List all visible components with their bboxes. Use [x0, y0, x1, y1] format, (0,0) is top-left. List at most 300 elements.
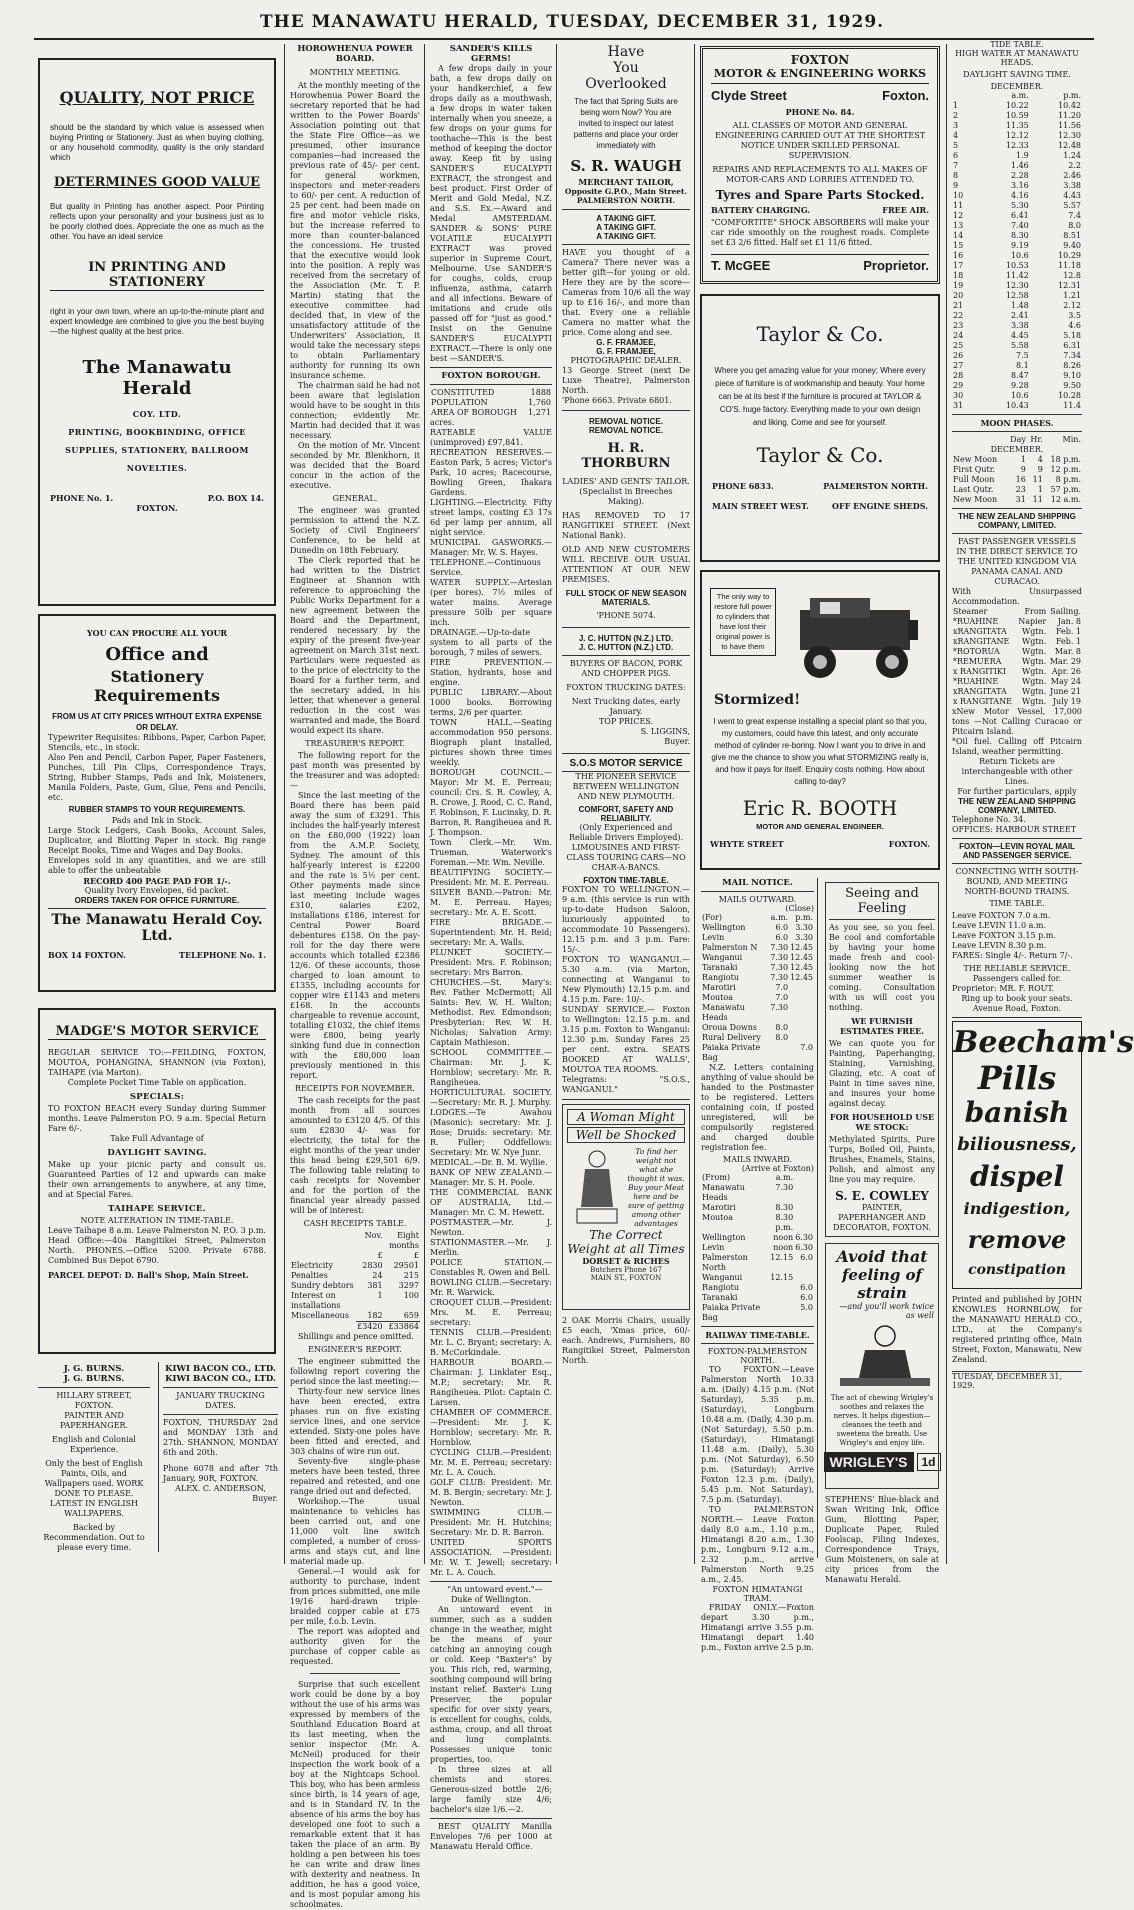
table-cell: Mar. 29: [1049, 657, 1081, 666]
divider: [952, 533, 1082, 534]
thorburn-phone: 'PHONE 5074.: [596, 611, 656, 620]
borough-entry: BOROUGH COUNCIL.—Mayor: Mr M. E. Perreau; council: Crs. S. R. Cowley, A. R. Crowe, J. Rood, C. C. Rand, F. Robinson, F. Lucinsky, D. R. Barron, R. Rangiheuea and R. J. Thompson.: [430, 768, 552, 837]
article-para: Shillings and pence omitted.: [298, 1332, 414, 1341]
kiwi-bacon-advert: [158, 1362, 282, 1552]
table-cell: 1.46: [1010, 161, 1029, 170]
divider: [38, 1387, 150, 1388]
table-cell: 12 a.m.: [1050, 495, 1081, 504]
table-cell: 3297: [398, 1281, 419, 1290]
taylor-sheds: OFF ENGINE SHEDS.: [832, 501, 928, 511]
dorset-line: Well be Shocked: [567, 1127, 685, 1143]
table-cell: New Moon: [953, 455, 998, 464]
levin-row: Leave FOXTON 7.0 a.m.: [952, 911, 1051, 920]
herald-phone: PHONE No. 1.: [50, 493, 114, 503]
divider: [701, 1343, 814, 1344]
table-cell: 2.12: [1063, 301, 1081, 310]
table-cell: 10.53: [1005, 261, 1029, 270]
table-row: [952, 221, 1082, 231]
table-row: [952, 301, 1082, 311]
article-section: CASH RECEIPTS TABLE.: [303, 1219, 407, 1228]
table-row: [952, 181, 1082, 191]
table-cell: 1.48: [1010, 301, 1029, 310]
table-cell: 28: [953, 371, 964, 380]
table-row: [952, 211, 1082, 221]
mcgee-air: FREE AIR.: [882, 205, 929, 215]
table-cell: Manawatu Heads: [702, 1183, 745, 1202]
office-text: Also Pen and Pencil, Carbon Paper, Paper Fasteners, Punches, Lill Pin Clips, Correspondence Trays, String, Rubber Stamps, Pads and Ink, Moisteners, Manila Folders, Paste, Gum, Glue, Pens and Pencils, etc.: [48, 753, 266, 802]
table-cell: Nov.: [364, 1231, 383, 1240]
dorset-line: Weight at all Times: [567, 1242, 685, 1256]
table-cell: 3.5: [1068, 311, 1081, 320]
borough-entry: PUBLIC LIBRARY.—About 1000 books. Borrowing terms, 2/6 per quarter.: [430, 688, 552, 717]
madge-text: REGULAR SERVICE TO:—FEILDING, FOXTON, MOUTOA, POHANGINA, SHANNON (via Foxton), TAIHAPE (via Marton).: [48, 1048, 266, 1077]
table-cell: 23: [1015, 485, 1026, 494]
table-row: [952, 261, 1082, 271]
table-cell: 11.20: [1058, 111, 1081, 120]
levin-ring: Ring up to book your seats. Avenue Road, Foxton.: [961, 994, 1073, 1013]
table-cell: 6.30: [795, 1233, 813, 1242]
office-stationery-advert: [38, 614, 276, 992]
table-cell: x RANGITIKI: [953, 667, 1007, 676]
table-row: [290, 1281, 420, 1291]
taylor-text: Where you get amazing value for your money; Where every piece of furniture is of workmanship and beauty. Your home can be at its best if the furniture is procured at TAYLOR & CO'S. huge factory. Everything made to your own design and liking. Come and see for yourself.: [714, 366, 926, 427]
table-cell: [701, 1223, 769, 1233]
table-cell: £3420: [357, 1322, 383, 1331]
table-cell: 30: [953, 391, 964, 400]
quality-body: should be the standard by which value is assessed when buying Printing or Stationery. Just as when buying clothing, or any household commodity, quality is the only standard which: [50, 123, 264, 162]
table-cell: 6: [953, 151, 959, 160]
wrigley-price: 1d: [917, 1453, 941, 1471]
table-cell: 5.0: [800, 1303, 813, 1312]
borough-entry: POSTMASTER.—Mr. J. Newton.: [430, 1218, 552, 1237]
table-cell: 24: [953, 331, 964, 340]
mail-title: MAIL NOTICE.: [722, 878, 793, 888]
table-cell: 12.30: [1005, 281, 1029, 290]
table-row: [952, 697, 1082, 707]
madge-text: TO FOXTON BEACH every Sunday during Summer months. Leave Palmerston P.O. 9 a.m. Special Return Fare 6/-.: [48, 1104, 266, 1133]
table-cell: Wgtn.: [1021, 677, 1047, 686]
framjee-advert: [562, 210, 690, 411]
levin-reliable: THE RELIABLE SERVICE. Passengers called for.: [963, 964, 1071, 983]
table-row: [701, 953, 814, 963]
divider: [952, 414, 1082, 415]
table-row: [701, 1033, 814, 1043]
table-cell: 1888: [530, 388, 551, 397]
framjee-addr: 13 George Street (next De Luxe Theatre), Palmerston North.: [562, 366, 690, 395]
table-row: [701, 1183, 814, 1203]
cowley-trade: PAINTER, PAPERHANGER AND DECORATOR, FOXTON.: [833, 1203, 931, 1232]
table-cell: 6.0: [775, 933, 789, 942]
table-cell: 12: [953, 211, 964, 220]
masthead-rule: [34, 38, 1094, 40]
office-sub: FROM US AT CITY PRICES WITHOUT EXTRA EXPENSE OR DELAY.: [52, 712, 262, 732]
table-row: [952, 311, 1082, 321]
table-cell: Levin: [702, 933, 725, 942]
borough-entry: SWIMMING CLUB.—President: Mr. H. Hutchins; Secretary: Mr. D. R. Barron.: [430, 1508, 552, 1537]
table-row: [952, 241, 1082, 251]
table-cell: xRANGITATA: [953, 627, 1007, 636]
table-cell: 2.2: [1068, 161, 1081, 170]
borough-entry: CHURCHES.—St. Mary's: Rev. Father McDermott; All Saints: Rev. W. H. Walton; Methodist. Rev. Edmondson; Presbyterian: Rev. W. H. Nicholas; Salvation Army: Captain Mathieson.: [430, 978, 552, 1047]
madge-text: NOTE ALTERATION IN TIME-TABLE.: [80, 1216, 234, 1225]
hutton-text: Next Trucking dates, early January.: [571, 697, 681, 716]
hutton-advert: [562, 628, 690, 754]
column-divider: [424, 44, 425, 1564]
table-cell: Last Qutr.: [953, 485, 994, 494]
footer-date: TUESDAY, DECEMBER 31, 1929.: [952, 1371, 1082, 1390]
table-row: [952, 121, 1082, 131]
table-cell: 381: [367, 1281, 383, 1290]
framjee-trade: PHOTOGRAPHIC DEALER.: [570, 356, 682, 365]
table-header-cell: Steamer: [953, 607, 988, 616]
column-three: [428, 44, 554, 1851]
article-title: HOROWHENUA POWER BOARD.: [297, 44, 413, 64]
table-cell: 10.22: [1005, 101, 1029, 110]
table-cell: 12.45: [790, 973, 813, 982]
table-cell: p.m.: [775, 1223, 794, 1232]
borough-entry: acres.: [430, 418, 455, 427]
table-row: [701, 1273, 814, 1283]
table-cell: 182: [367, 1311, 383, 1320]
booth-street: WHYTE STREET: [710, 839, 784, 849]
table-row: [952, 351, 1082, 361]
table-row: [952, 161, 1082, 171]
table-row: [952, 101, 1082, 111]
baxter-text: In three sizes at all chemists and stores. Generous-sized bottle 2/6; large family size 4/6; bachelor's size 1/6.—2.: [430, 1765, 552, 1814]
table-cell: 12.15: [770, 1253, 794, 1262]
mail-sub: MAILS OUTWARD.: [718, 895, 797, 904]
table-cell: xRANGITANE: [953, 637, 1010, 646]
table-row: [952, 281, 1082, 291]
office-stamps: RUBBER STAMPS TO YOUR REQUIREMENTS.: [68, 805, 246, 814]
masthead: [0, 8, 1114, 38]
hutton-text: TOP PRICES.: [598, 717, 654, 726]
table-cell: x RANGITANE: [953, 697, 1012, 706]
table-cell: Wgtn.: [1021, 637, 1047, 646]
table-row: [701, 1293, 814, 1303]
wrigley-line: —and you'll work twice as well: [839, 1302, 934, 1320]
madge-text: Head Office:—40a Rangitikei Street, Palmerston North. PHONES.—Office 5200. Private 6788. Combined Bus Depot 6790.: [48, 1236, 266, 1265]
taylor-phone: PHONE 6833.: [712, 481, 774, 491]
office-text: Large Stock Ledgers, Cash Books, Account Sales, Duplicator, and Blotting Paper in stock. Big range Receipt Books, Time and Wages and Day Books.: [48, 826, 266, 855]
burns-text: Only the best of English Paints, Oils, and Wallpapers used. WORK DONE TO PLEASE. LATEST IN ENGLISH WALLPAPERS.: [44, 1459, 144, 1518]
office-herald-name: The Manawatu Herald Coy.: [51, 912, 263, 928]
article-para: The following report for the past month was presented by the treasurer and was adopted:—: [290, 751, 420, 790]
rail-text: TO FOXTON.—Leave Palmerston North 10.33 a.m. (Daily) 4.15 p.m. (Not Saturday), 5.35 p.m. (Saturday), Longburn 10.48 a.m. (Daily, 4.30 p.m. (Not Saturday), 5.50 p.m. (Saturday), Himatangi 11.48 a.m. (Daily), 5.30 p.m. (Not Saturday), 6.50 p.m. (Saturday); Arrive Foxton 12.3 p.m. (Daily), 5.45 p.m. Not Saturday), 7.5 p.m. (Saturday).: [701, 1365, 814, 1504]
wrigley-line: feeling of strain: [841, 1266, 922, 1302]
table-cell: 10.28: [1058, 391, 1081, 400]
table-cell: Oroua Downs: [702, 1023, 757, 1032]
table-cell: Feb. 1: [1055, 627, 1081, 636]
table-cell: 100: [403, 1291, 419, 1300]
table-cell: Palmerston N: [702, 943, 758, 952]
mcgee-line: MOTOR & ENGINEERING WORKS: [711, 67, 929, 84]
table-row: [701, 993, 814, 1003]
levin-title: FOXTON—LEVIN ROYAL MAIL AND PASSENGER SERVICE.: [959, 842, 1075, 860]
table-cell: £: [413, 1251, 419, 1260]
table-cell: 6.0: [800, 1253, 813, 1262]
herald-services: PRINTING, BOOKBINDING, OFFICE SUPPLIES, STATIONERY, BALLROOM NOVELTIES.: [65, 427, 249, 473]
cowley-text: Methylated Spirits, Pure Turps, Boiled Oil, Paints, Brushes, Enamels, Stains, Polish, and almost any line you may require.: [829, 1135, 935, 1184]
table-cell: 57 p.m.: [1050, 485, 1081, 494]
table-cell: July 19: [1052, 697, 1081, 706]
table-cell: 8 p.m.: [1055, 475, 1081, 484]
table-row: [290, 1261, 420, 1271]
table-cell: 13: [953, 221, 964, 230]
table-row: [701, 1223, 814, 1233]
table-row: [952, 391, 1082, 401]
table-cell: 29: [953, 381, 964, 390]
chairs-advert: 2 OAK Morris Chairs, usually £5 each, 'Xmas price, 60/- each. Andrews, Furnishers, 80 Rangitikei Street, Palmerston North.: [562, 1316, 690, 1365]
borough-entry: WATER SUPPLY.—Artesian (per bores). 7½ miles of water mains. Average pressure 50lb per square inch.: [430, 578, 552, 627]
table-row: [952, 361, 1082, 371]
article-para: The Clerk reported that he had written to the District Engineer at Shannon with reference to approaching the Public Works Department for a new agreement between the Board and the Department, rendered necessary by the expiry of the present five-year agreement on March 31st next. Particulars were requested as to the price of electricity to the Board for a further term, and the secretary added, in his letter, that whenever a general reduction in the cost was warranted and made, the Board would expect its share.: [290, 556, 420, 735]
shipping-title: THE NEW ZEALAND SHIPPING COMPANY, LIMITED.: [958, 512, 1076, 530]
table-cell: 10: [953, 191, 964, 200]
table-cell: 1,271: [528, 408, 551, 417]
dorset-trade: Butchers Phone 167: [590, 1266, 662, 1274]
borough-entry: THE COMMERCIAL BANK OF AUSTRALIA, Ltd.—Manager: Mr. C. M. Hewett.: [430, 1188, 552, 1217]
table-cell: 9.10: [1063, 371, 1081, 380]
sos-text: FOXTON TO WELLINGTON.— 9 a.m. (this service is run with up-to-date Hudson Saloon, luxuriously appointed to accommodate 10 Passengers). 12.15 p.m. and 3 p.m. Fare: 15/-.: [562, 885, 690, 954]
table-cell: *ROTORUA: [953, 647, 1000, 656]
table-cell: [794, 1213, 814, 1223]
table-cell: 4.43: [1063, 191, 1081, 200]
table-cell: 12.8: [1063, 271, 1081, 280]
borough-entry: TOWN HALL.—Seating accommodation 950 persons. Biograph plant installed, pictures shown three times weekly.: [430, 718, 552, 767]
tide-dst: DAYLIGHT SAVING TIME.: [963, 70, 1071, 79]
table-cell: 7.34: [1063, 351, 1081, 360]
borough-title: FOXTON BOROUGH.: [441, 371, 541, 381]
borough-entry: Town Clerk.—Mr. Wm. Trueman. Waterwork's Foreman.—Mr. Wm. Neville.: [430, 838, 552, 867]
table-row: [701, 1253, 814, 1273]
borough-entry: CYCLING CLUB.—President: Mr. M. E. Perreau; secretary: Mr. L. A. Couch.: [430, 1448, 552, 1477]
table-row: [952, 495, 1082, 505]
table-cell: 6.0: [800, 1283, 813, 1292]
manila-advert: BEST QUALITY Manilla Envelopes 7/6 per 1000 at Manawatu Herald Office.: [430, 1822, 552, 1851]
table-cell: [794, 1203, 814, 1213]
table-cell: 215: [403, 1271, 419, 1280]
shipping-tel: Telephone No. 34.: [952, 815, 1026, 824]
table-cell: 10.43: [1005, 401, 1029, 410]
table-cell: 12.31: [1058, 281, 1081, 290]
table-cell: [769, 1293, 794, 1303]
wrigley-pack: [830, 1452, 934, 1472]
mails-inward-table: [701, 1173, 814, 1323]
article-section: ENGINEER'S REPORT.: [308, 1345, 402, 1354]
beecham-line: dispel: [969, 1160, 1064, 1193]
sos-text: COMFORT, SAFETY AND RELIABILITY.: [578, 805, 674, 823]
table-cell: 7.5: [1016, 351, 1029, 360]
divider: [952, 838, 1082, 839]
office-text: Quality Ivory Envelopes, 6d packet.: [84, 886, 230, 895]
article-section: GENERAL.: [332, 494, 378, 503]
herald-coy: COY. LTD.: [132, 409, 182, 419]
borough-entry: SCHOOL COMMITTEE.—Chairman: Mr. J. K. Hornblow; secretary: Mr. R. Rangiheuea.: [430, 1048, 552, 1087]
table-cell: 10.29: [1058, 251, 1081, 260]
table-row: [952, 141, 1082, 151]
waugh-name: S. R. WAUGH: [570, 157, 682, 175]
framjee-name: G. F. FRAMJEE,: [596, 338, 656, 347]
rail-text: TO PALMERSTON NORTH.— Leave Foxton daily 8.0 a.m., 1.10 p.m., Himatangi 8.20 a.m., 1.30 p.m., Longburn 9.12 a.m., 2.32 p.m., arrive Palmerston North 9.25 a.m., 2.45.: [701, 1505, 814, 1584]
table-cell: 2.46: [1063, 171, 1081, 180]
divider: [430, 367, 552, 368]
table-header-cell: (From): [702, 1173, 731, 1182]
table-cell: 7.0: [775, 983, 789, 992]
divider: [163, 1387, 278, 1388]
table-cell: [290, 1251, 356, 1261]
table-cell: [769, 1283, 794, 1293]
thorburn-advert: [562, 411, 690, 628]
borough-entry: GOLF CLUB: President: Mr. M. B. Bergin; secretary: Mr. J. Newton.: [430, 1478, 552, 1507]
table-cell: 7.30: [770, 1003, 789, 1012]
framjee-name: G. F. FRAMJEE,: [596, 347, 656, 356]
borough-entry: POLICE STATION.—Constables R. Owen and Bell.: [430, 1258, 552, 1277]
table-cell: 1: [953, 101, 959, 110]
borough-entry: CHAMBER OF COMMERCE.—President: Mr. J. K. Hornblow; secretary: Mr. R. Hornblow.: [430, 1408, 552, 1447]
table-cell: Penalties: [291, 1271, 328, 1280]
borough-entry: DRAINAGE.—Up-to-date system to all parts of the borough, 7 miles of sewers.: [430, 628, 552, 657]
table-cell: 5: [953, 141, 959, 150]
tide-month: DECEMBER.: [990, 82, 1044, 91]
table-cell: 9.19: [1010, 241, 1029, 250]
value-heading: DETERMINES GOOD VALUE: [53, 175, 261, 190]
taylor-address: [712, 501, 928, 511]
table-row: [430, 408, 552, 418]
herald-pobox: P.O. BOX 14.: [207, 493, 264, 503]
table-cell: 8.0: [775, 1033, 789, 1042]
table-cell: 11.18: [1058, 261, 1081, 270]
table-cell: 7.30: [770, 943, 789, 952]
borough-entry: BANK OF NEW ZEALAND.—Manager: Mr. S. H. Poole.: [430, 1168, 552, 1187]
divider: [430, 1818, 552, 1819]
wrigley-brand: WRIGLEY'S: [824, 1452, 914, 1472]
page-title: THE MANAWATU HERALD, TUESDAY, DECEMBER 31, 1929.: [260, 12, 885, 32]
dorset-line: A Woman Might: [567, 1109, 685, 1125]
table-cell: 6.0: [800, 1293, 813, 1302]
mcgee-prop: Proprietor.: [863, 258, 929, 273]
madge-taihape: TAIHAPE SERVICE.: [108, 1204, 206, 1214]
table-row: [430, 398, 552, 408]
table-cell: [794, 1223, 814, 1233]
table-cell: [789, 1003, 814, 1023]
divider: [163, 1414, 278, 1415]
table-cell: 9: [953, 181, 959, 190]
table-cell: Wgtn.: [1021, 627, 1047, 636]
article-para: Workshop.—The usual maintenance to vehicles has been carried out, and one 11,000 volt line switch completed, a number of cross-arms and stays cut, and line material made up.: [290, 1497, 420, 1566]
borough-entry: HARBOUR BOARD.—Chairman: J. Linklater Esq., M.P.; secretary: Mr. R. Rangiheuea. Pilot: Captain C. Larsen.: [430, 1358, 552, 1407]
table-cell: 12.12: [1005, 131, 1029, 140]
madge-text: Make up your picnic party and consult us. Guaranteed Parties of 12 and upwards can make their own arrangements to anywhere, at any time, and at Special Fares.: [48, 1160, 266, 1199]
table-row: [290, 1231, 420, 1251]
hutton-text: FOXTON TRUCKING DATES:: [566, 683, 686, 692]
framjee-gift: A TAKING GIFT.: [596, 223, 656, 232]
table-cell: 7.30: [770, 953, 789, 962]
table-cell: 6.31: [1063, 341, 1081, 350]
herald-contact: [50, 493, 264, 503]
borough-entry: RATEABLE VALUE (unimproved) £97,841.: [430, 428, 552, 447]
rail-title: RAILWAY TIME-TABLE.: [705, 1330, 810, 1340]
table-cell: Manawatu Heads: [702, 1003, 745, 1022]
table-cell: noon: [773, 1233, 794, 1242]
table-cell: Wgtn.: [1021, 647, 1047, 656]
levin-prop: Proprietor: MR. F. ROUT.: [952, 984, 1055, 993]
cash-receipts-table: [290, 1231, 420, 1332]
tram-title: FOXTON HIMATANGI TRAM.: [712, 1585, 803, 1603]
table-cell: 1,760: [528, 398, 551, 407]
burns-advert: [34, 1362, 154, 1552]
cowley-title: Seeing and Feeling: [845, 886, 919, 916]
table-cell: Wellington: [702, 923, 746, 932]
booth-contact: [710, 839, 930, 849]
table-header-cell: p.m.: [795, 913, 813, 922]
table-cell: 8.0: [775, 1023, 789, 1032]
mail-notice: [698, 878, 818, 1652]
borough-entry: PLUNKET SOCIETY.—President: Mrs. F. Robinson; secretary: Mrs Barron.: [430, 948, 552, 977]
mcgee-footer: [711, 254, 929, 273]
table-row: [952, 465, 1082, 475]
table-row: [952, 381, 1082, 391]
table-cell: 22: [953, 311, 964, 320]
table-cell: 17: [953, 261, 964, 270]
wrigley-advert: [825, 1243, 939, 1489]
table-cell: 3.30: [795, 923, 813, 932]
table-cell: June 21: [1050, 687, 1081, 696]
framjee-gift: A TAKING GIFT.: [596, 232, 656, 241]
kiwi-text: FOXTON, THURSDAY 2nd and MONDAY 13th and 27th. SHANNON, MONDAY 6th and 20th.: [163, 1418, 278, 1457]
article-para: The engineer submitted the following report covering the period since the last meeting:—: [290, 1357, 420, 1386]
table-cell: 12.30: [1058, 131, 1081, 140]
table-row: [290, 1322, 420, 1333]
table-cell: Moutoa: [702, 993, 733, 1002]
table-cell: 12.45: [790, 943, 813, 952]
table-cell: 12.48: [1058, 141, 1081, 150]
madge-parcel: PARCEL DEPOT: D. Ball's Shop, Main Street.: [48, 1270, 249, 1280]
beecham-line: banish: [964, 1096, 1070, 1129]
table-cell: 16: [953, 251, 964, 260]
table-cell: 11: [1032, 475, 1043, 484]
imprint: Printed and published by JOHN KNOWLES HORNBLOW, for the MANAWATU HERALD CO., LTD., at the Company's registered printing office, Main Street, Foxton, Manawatu, New Zealand.: [952, 1295, 1082, 1364]
mcgee-line: FOXTON: [790, 53, 850, 67]
table-row: [952, 231, 1082, 241]
table-cell: 14: [953, 231, 964, 240]
borough-entry: STATIONMASTER.—Mr. J. Merlin.: [430, 1238, 552, 1257]
booth-side-text: The only way to restore full power to cylinders that have lost their original power is to have them: [710, 588, 776, 656]
table-header: [701, 913, 814, 923]
baxter-text: An untoward event in summer, such as a sudden change in the weather, might be the means of your catching an annoying cough or cold. Keep "Baxter's" by you. This rich, red, warming, soothing compound will bring instant relief. Baxter's Lung Preserver, the popular specific for over sixty years, is excellent for coughs, colds, asthma, croup, and all throat and lung complaints. Possesses unique tonic properties, too.: [430, 1605, 552, 1764]
borough-entry: HORTICULTURAL SOCIETY.—Secretary: Mr. R. J. Murphy.: [430, 1088, 552, 1107]
table-row: [701, 1043, 814, 1063]
table-row: [701, 1283, 814, 1293]
table-cell: 12 p.m.: [1050, 465, 1081, 474]
tide-title: TIDE TABLE.: [990, 40, 1044, 49]
mail-close: (Close): [785, 904, 814, 913]
mail-arrive: (Arrive at Foxton): [741, 1164, 814, 1173]
table-row: [701, 1203, 814, 1213]
table-cell: 5.57: [1063, 201, 1081, 210]
table-cell: 16: [1015, 475, 1026, 484]
shipping-text: xNew Motor Vessel, 17,000 tons —Not Calling Curacao or Pitcairn Island.: [952, 707, 1082, 736]
cowley-estimates: WE FURNISH ESTIMATES FREE.: [839, 1016, 925, 1036]
tide-sub: HIGH WATER AT MANAWATU HEADS.: [955, 49, 1079, 67]
table-cell: 8.30: [775, 1213, 794, 1222]
kiwi-name: KIWI BACON CO., LTD.: [165, 1364, 276, 1374]
thorburn-name: H. R. THORBURN: [581, 441, 671, 471]
taylor-city: PALMERSTON NORTH.: [823, 481, 928, 491]
borough-stats: [430, 388, 552, 418]
table-cell: Electricity: [291, 1261, 333, 1270]
table-cell: 4: [953, 131, 959, 140]
